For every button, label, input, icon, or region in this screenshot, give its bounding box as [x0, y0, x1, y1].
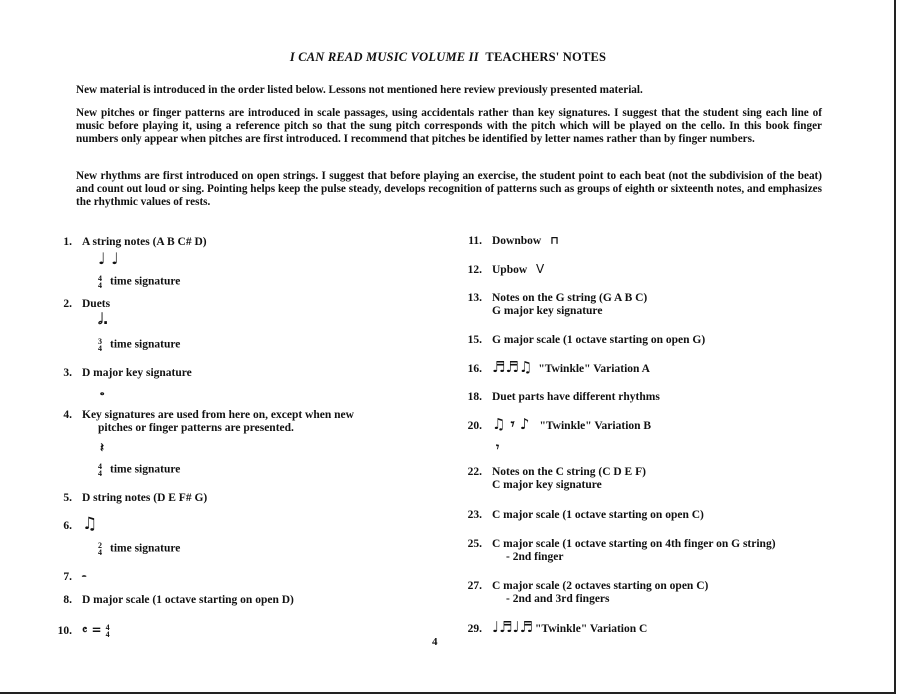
list-item-20 — [460, 415, 652, 433]
item-subtext: time signature — [110, 338, 181, 351]
eighth-rest-notes-icon: ♫ 𝄾 ♪ — [492, 415, 530, 433]
whole-note-icon — [100, 385, 104, 399]
list-item-4-line2: pitches or finger patterns are presented. — [98, 422, 294, 434]
dotted-half-note-icon — [98, 310, 109, 328]
list-item-25-line2: - 2nd finger — [506, 551, 564, 563]
item-symbol: 𝅝 — [100, 385, 105, 398]
item-number: 4. — [63, 409, 72, 421]
item-text: Upbow — [492, 264, 528, 276]
item-number: 10. — [57, 625, 72, 637]
list-item-12 — [460, 263, 544, 277]
item-text: A string notes (A B C# D) — [82, 236, 207, 248]
list-item-27-line2: - 2nd and 3rd fingers — [506, 593, 610, 605]
item-number: 1. — [63, 236, 72, 248]
list-item-22 — [460, 466, 646, 479]
list-item-5 — [50, 492, 207, 505]
item-text: D major key signature — [82, 367, 192, 379]
item-number: 8. — [63, 594, 72, 606]
list-item-11 — [460, 234, 559, 248]
item-text: D string notes (D E F# G) — [82, 492, 208, 504]
title-italic: I CAN READ MUSIC VOLUME II — [289, 50, 479, 64]
item-text: Duet parts have different rhythms — [492, 391, 660, 403]
eighth-rest-icon — [496, 441, 499, 454]
list-item-10 — [50, 624, 118, 638]
time-signature-icon: 4 4 — [105, 623, 110, 640]
page-number: 4 — [432, 636, 438, 648]
item-subtext: time signature — [110, 542, 181, 555]
item-number: 15. — [467, 334, 482, 346]
item-number: 23. — [467, 509, 482, 521]
downbow-icon: ⊓ — [550, 234, 559, 247]
item-number: 13. — [467, 292, 482, 304]
item-number: 29. — [467, 623, 482, 635]
item-text: Downbow — [492, 235, 542, 247]
list-item-25 — [460, 538, 776, 551]
item-text: C major scale (2 octaves starting on open C) — [492, 580, 709, 592]
item-number: 20. — [467, 420, 482, 432]
item-text: G major scale (1 octave starting on open G) — [492, 334, 706, 346]
item-number: 6. — [63, 520, 72, 532]
sixteenth-notes-icon: ♬♬♫ — [492, 358, 533, 376]
item-text: "Twinkle" Variation A — [538, 363, 650, 375]
item-number: 22. — [467, 466, 482, 478]
list-item-13-line2: G major key signature — [492, 305, 603, 317]
quarter-rest-icon — [100, 441, 104, 455]
list-item-1-timesig — [98, 275, 180, 289]
item-text: Duets — [82, 298, 111, 310]
item-number: 16. — [467, 363, 482, 375]
list-item-29 — [460, 618, 648, 636]
item-text: C major scale (1 octave starting on 4th finger on G string) — [492, 538, 776, 550]
list-item-1 — [50, 236, 207, 249]
time-signature-icon: 2 4 — [98, 541, 102, 557]
item-number: 2. — [63, 298, 72, 310]
title-rest: TEACHERS' NOTES — [485, 50, 607, 64]
half-rest-icon: 𝄼 — [82, 570, 87, 583]
item-number: 25. — [467, 538, 482, 550]
common-time-icon: 𝄴 = — [82, 623, 102, 637]
time-signature-icon: 4 4 — [98, 274, 102, 290]
item-text: Notes on the G string (G A B C) — [492, 292, 648, 304]
item-number: 5. — [63, 492, 72, 504]
list-item-4 — [50, 409, 354, 422]
item-symbol: 𝅗𝅥. — [98, 310, 109, 328]
list-item-3 — [50, 367, 192, 380]
item-number: 7. — [63, 571, 72, 583]
list-item-27 — [460, 580, 708, 593]
intro-paragraph-3: New rhythms are first introduced on open strings. I suggest that before playing an exercise, the student point to each beat (not the subdivision of the beat) and count out loud or sing. Pointing helps keep the pulse steady, develops recognition of patterns such as groups of eighth or sixteenth notes, and emphasizes the rhythmic values of rests. — [76, 170, 822, 208]
time-signature-icon: 4 4 — [98, 462, 102, 478]
intro-paragraph-2: New pitches or finger patterns are introduced in scale passages, using accidentals rather than key signatures. I suggest that the student sing each line of music before playing it, using a reference pitch so that the sung pitch corresponds with the pitch which will be played on the cello. In this book finger numbers only appear when pitches are first introduced. I recommend that pitches be identified by letter names rather than by finger numbers. — [76, 107, 822, 145]
item-text: D major scale (1 octave starting on open D) — [82, 594, 294, 606]
item-subtext: time signature — [110, 275, 181, 288]
eighth-notes-icon: ♫ — [82, 514, 98, 534]
quarter-notes-icon — [98, 249, 119, 268]
time-signature-icon: 3 4 — [98, 337, 102, 353]
list-item-6 — [50, 514, 98, 534]
item-text: Key signatures are used from here on, except when new — [82, 409, 354, 421]
list-item-8 — [50, 594, 294, 607]
list-item-16 — [460, 358, 650, 376]
item-subtext: time signature — [110, 463, 181, 476]
list-item-15 — [460, 334, 705, 347]
mixed-notes-icon: ♩♬♩♬ — [492, 618, 534, 636]
item-number: 3. — [63, 367, 72, 379]
item-symbol: 𝄽 — [100, 441, 104, 456]
item-number: 12. — [467, 264, 482, 276]
item-number: 18. — [467, 391, 482, 403]
item-text: "Twinkle" Variation C — [535, 623, 648, 635]
list-item-4-timesig — [98, 463, 180, 477]
item-text: "Twinkle" Variation B — [539, 420, 652, 432]
list-item-2-timesig — [98, 338, 180, 352]
list-item-18 — [460, 391, 660, 404]
item-symbol: ♩ ♩ — [98, 249, 119, 268]
item-text: Notes on the C string (C D E F) — [492, 466, 646, 478]
list-item-6-timesig — [98, 542, 180, 556]
item-number: 27. — [467, 580, 482, 592]
list-item-22-line2: C major key signature — [492, 479, 602, 491]
list-item-23 — [460, 509, 704, 522]
item-number: 11. — [468, 235, 482, 247]
item-text: C major scale (1 octave starting on open C) — [492, 509, 704, 521]
intro-paragraph-1: New material is introduced in the order listed below. Lessons not mentioned here review previously presented material. — [76, 84, 643, 96]
item-symbol: 𝄾 — [496, 440, 500, 454]
upbow-icon: V — [536, 262, 545, 276]
page-title — [0, 50, 896, 65]
list-item-13 — [460, 292, 647, 305]
list-item-7 — [50, 570, 86, 584]
